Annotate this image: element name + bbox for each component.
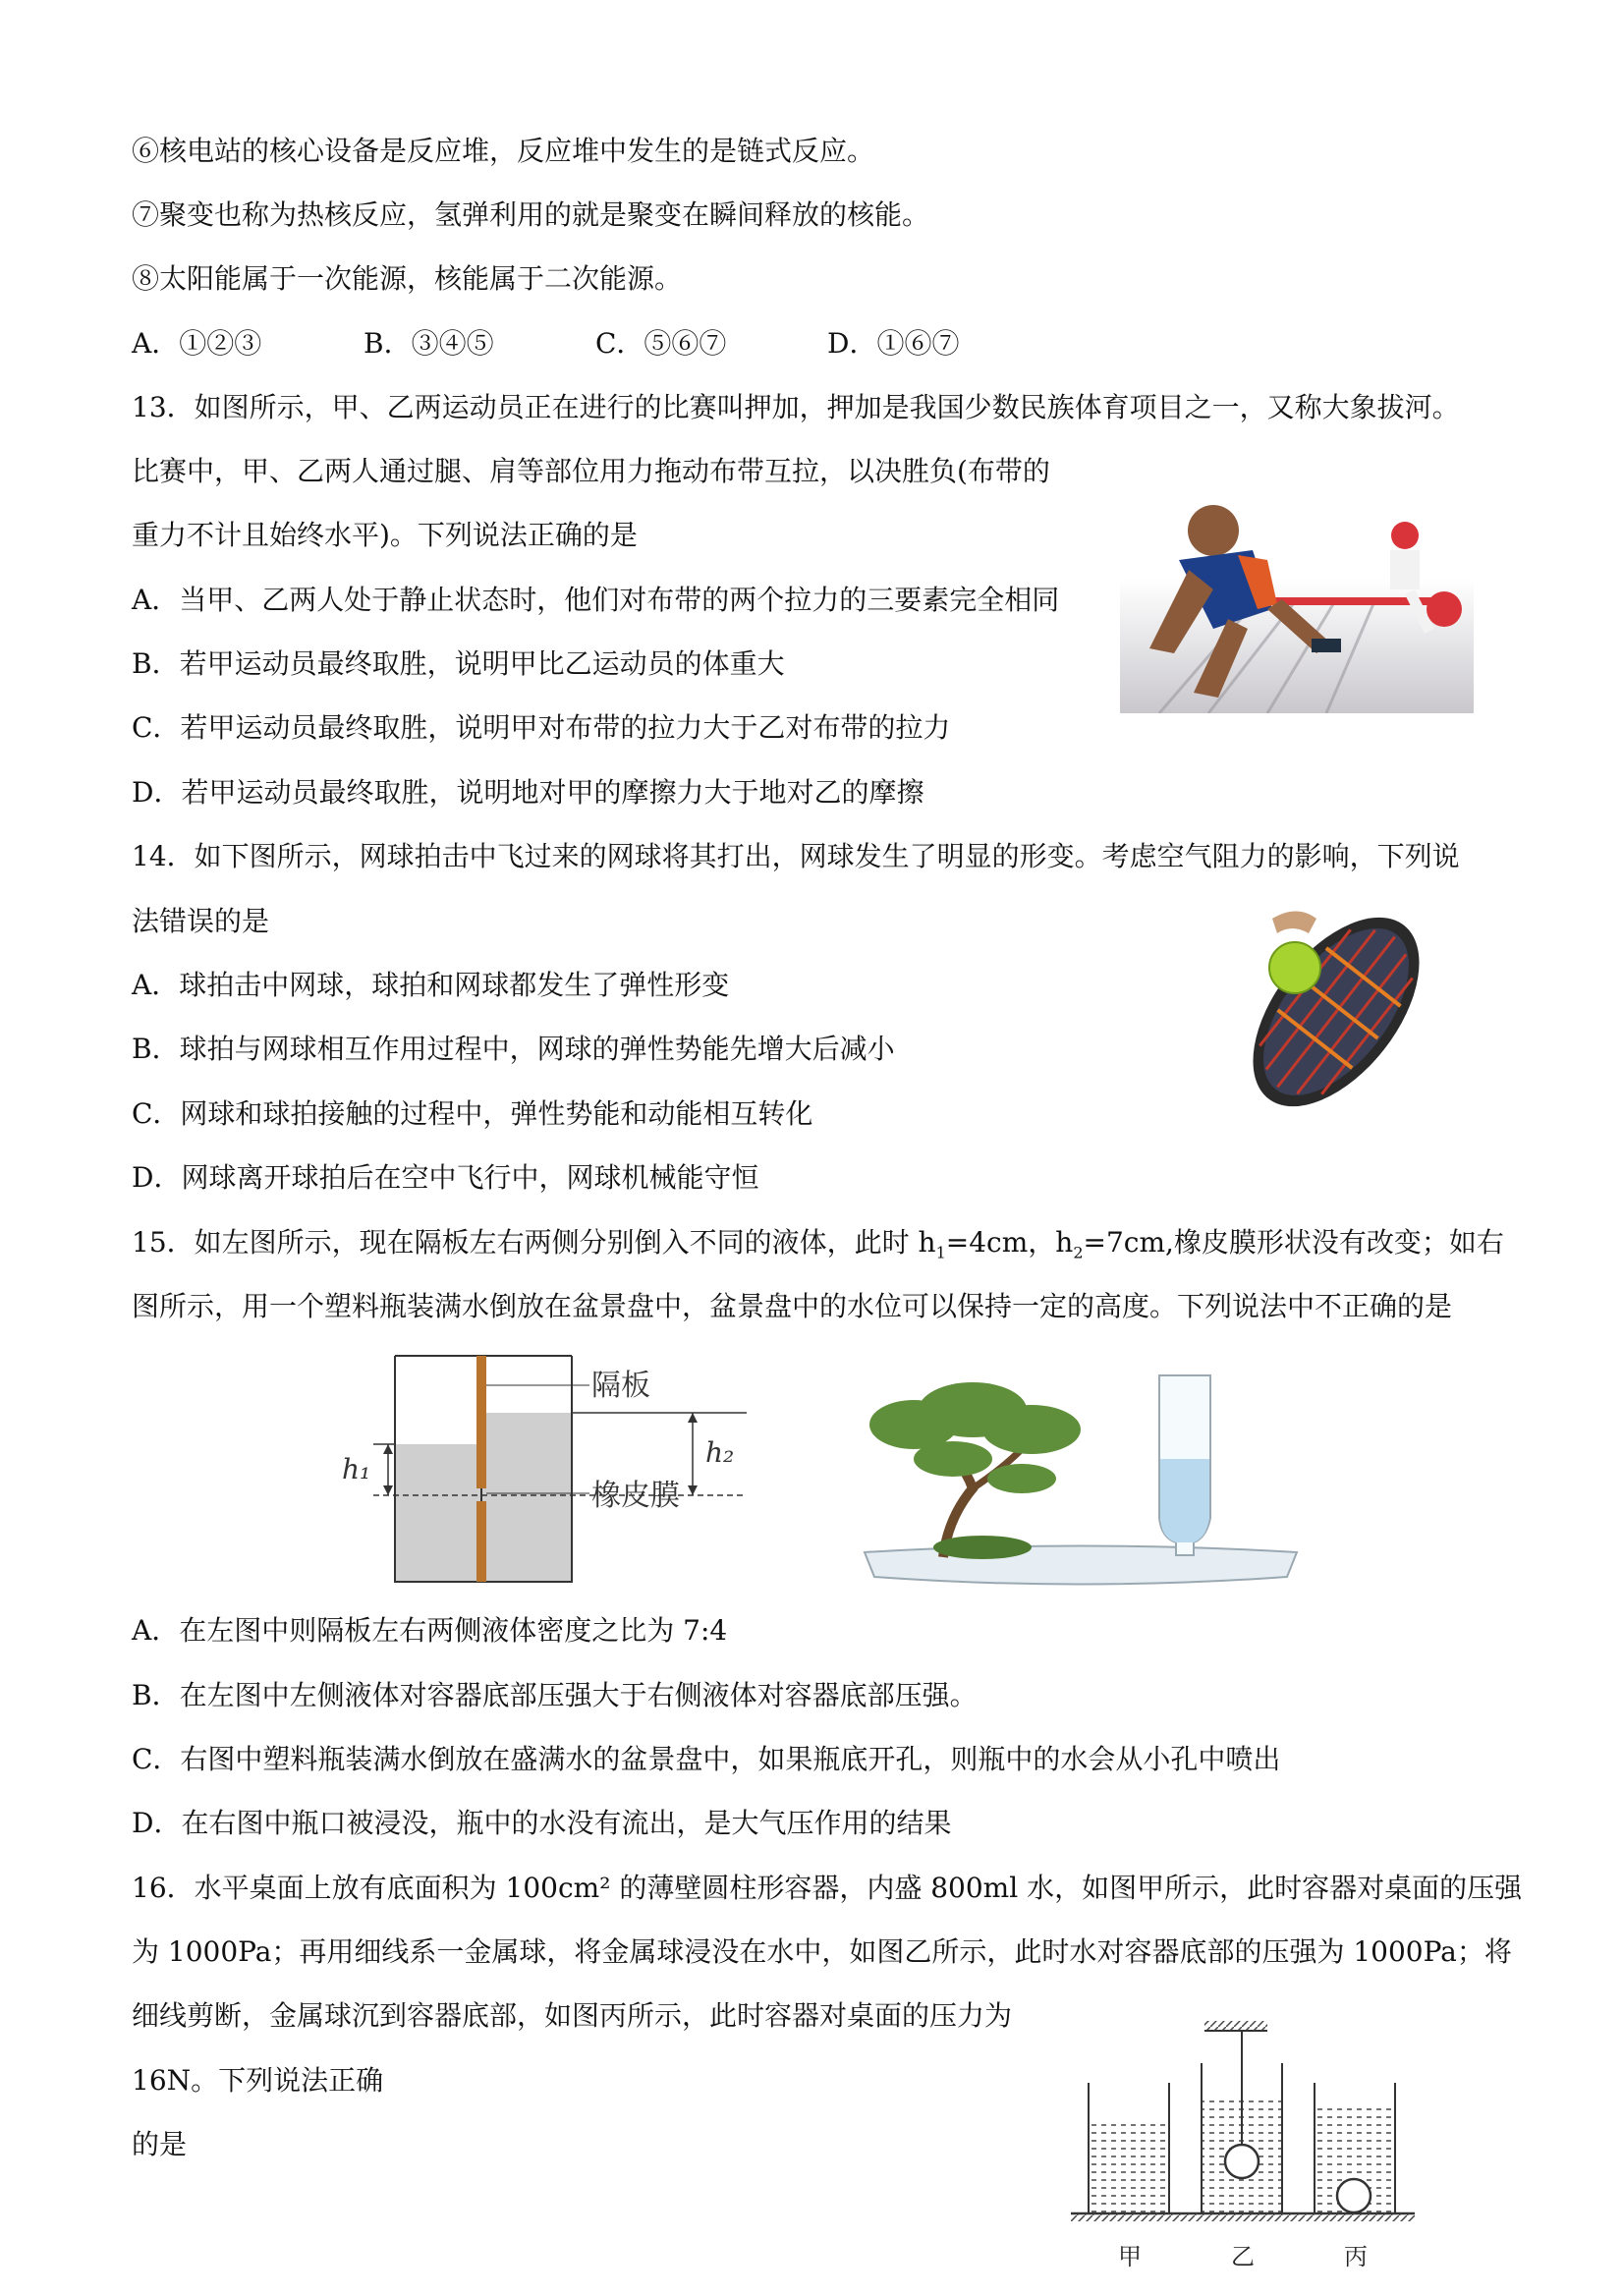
statement-7: ⑦聚变也称为热核反应，氢弹利用的就是聚变在瞬间释放的核能。 xyxy=(132,198,930,231)
label-bing: 丙 xyxy=(1344,2243,1368,2270)
q13-stem-line3: 重力不计且始终水平)。下列说法正确的是 xyxy=(132,519,638,551)
q13-option-c: C．若甲运动员最终取胜，说明甲对布带的拉力大于乙对布带的拉力 xyxy=(132,711,951,744)
tug-of-war-figure xyxy=(1120,481,1474,713)
q15-h1-subscript: 1 xyxy=(935,1243,946,1262)
q12-option-d: D．①⑥⑦ xyxy=(827,327,960,360)
q15-option-a: A．在左图中则隔板左右两侧液体密度之比为 7:4 xyxy=(132,1614,728,1647)
partition-label: 隔板 xyxy=(591,1369,650,1403)
q12-option-c: C．⑤⑥⑦ xyxy=(595,327,727,360)
q15-stem-part2: =4cm，h xyxy=(945,1226,1074,1259)
q15-option-d: D．在右图中瓶口被浸没，瓶中的水没有流出，是大气压作用的结果 xyxy=(132,1807,952,1839)
q13-option-a: A．当甲、乙两人处于静止状态时，他们对布带的两个拉力的三要素完全相同 xyxy=(132,584,1060,616)
q12-options xyxy=(132,324,959,364)
q16-stem-line4: 16N。下列说法正确 xyxy=(132,2064,384,2097)
q13-option-d: D．若甲运动员最终取胜，说明地对甲的摩擦力大于地对乙的摩擦 xyxy=(132,776,924,809)
h2-label: h₂ xyxy=(705,1436,735,1469)
q16-stem-line2: 为 1000Pa；再用细线系一金属球，将金属球浸没在水中，如图乙所示，此时水对容器底部的压强为 1000Pa；将 xyxy=(132,1935,1512,1968)
q15-stem-line2: 图所示，用一个塑料瓶装满水倒放在盆景盘中，盆景盘中的水位可以保持一定的高度。下列说法中不正确的是 xyxy=(132,1290,1453,1322)
q15-stem-line1 xyxy=(132,1223,1504,1273)
q14-option-c: C．网球和球拍接触的过程中，弹性势能和动能相互转化 xyxy=(132,1097,813,1130)
q13-stem-line1: 13．如图所示，甲、乙两运动员正在进行的比赛叫押加，押加是我国少数民族体育项目之一，又称大象拔河。 xyxy=(132,391,1460,423)
q14-option-a: A．球拍击中网球，球拍和网球都发生了弹性形变 xyxy=(132,969,730,1001)
q16-stem-line5: 的是 xyxy=(132,2128,188,2160)
partition-container-figure xyxy=(334,1346,776,1592)
statement-8: ⑧太阳能属于一次能源，核能属于二次能源。 xyxy=(132,262,683,295)
q16-stem-line3: 细线剪断，金属球沉到容器底部，如图丙所示，此时容器对桌面的压力为 xyxy=(132,1999,1013,2032)
q13-option-b: B．若甲运动员最终取胜，说明甲比乙运动员的体重大 xyxy=(132,647,785,680)
label-yi: 乙 xyxy=(1231,2243,1255,2270)
q15-option-c: C．右图中塑料瓶装满水倒放在盛满水的盆景盘中，如果瓶底开孔，则瓶中的水会从小孔中喷出 xyxy=(132,1743,1281,1775)
q12-option-b: B．③④⑤ xyxy=(364,327,494,360)
q14-stem-line2: 法错误的是 xyxy=(132,905,270,937)
bonsai-bottle-figure xyxy=(855,1371,1307,1596)
q14-option-b: B．球拍与网球相互作用过程中，网球的弹性势能先增大后减小 xyxy=(132,1033,895,1065)
q15-option-b: B．在左图中左侧液体对容器底部压强大于右侧液体对容器底部压强。 xyxy=(132,1679,978,1711)
q14-stem-line1: 14．如下图所示，网球拍击中飞过来的网球将其打出，网球发生了明显的形变。考虑空气阻力的影响，下列说 xyxy=(132,840,1460,872)
q14-option-d: D．网球离开球拍后在空中飞行中，网球机械能守恒 xyxy=(132,1161,759,1194)
q13-stem-line2: 比赛中，甲、乙两人通过腿、肩等部位用力拖动布带互拉，以决胜负(布带的 xyxy=(132,455,1050,487)
q15-stem-part3: =7cm,橡皮膜形状没有改变；如右 xyxy=(1083,1226,1504,1259)
q15-stem-part1: 15．如左图所示，现在隔板左右两侧分别倒入不同的液体，此时 h xyxy=(132,1226,936,1259)
tennis-racket-figure xyxy=(1218,899,1454,1125)
membrane-label: 橡皮膜 xyxy=(591,1479,680,1513)
statement-6: ⑥核电站的核心设备是反应堆，反应堆中发生的是链式反应。 xyxy=(132,135,875,167)
three-containers-figure xyxy=(1061,2019,1454,2274)
label-jia: 甲 xyxy=(1118,2243,1142,2270)
q16-stem-line1: 16．水平桌面上放有底面积为 100cm² 的薄壁圆柱形容器，内盛 800ml 水，如图甲所示，此时容器对桌面的压强 xyxy=(132,1872,1523,1904)
q15-h2-subscript: 2 xyxy=(1073,1243,1084,1262)
q12-option-a: A．①②③ xyxy=(132,327,262,360)
h1-label: h₁ xyxy=(342,1453,371,1485)
